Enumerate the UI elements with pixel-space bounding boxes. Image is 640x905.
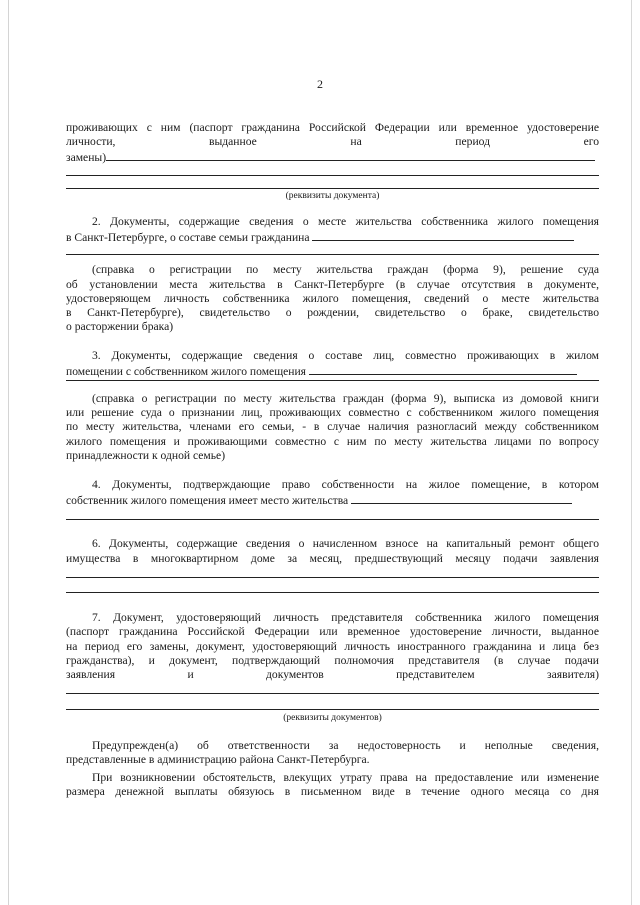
blank-line — [309, 363, 577, 375]
p3-line-2 — [66, 363, 577, 379]
blank-line — [66, 592, 599, 593]
warn-line-4: размера денежной выплаты обязуюсь в письменном виде в течение одного месяца со дня — [66, 785, 599, 798]
p1-word: период — [455, 135, 491, 148]
p7-line-5 — [66, 668, 599, 682]
p6-line-2: имущества в многоквартирном доме за месяц, предшествующий месяцу подачи заявления — [66, 552, 599, 565]
blank-line — [66, 709, 599, 710]
warn-line-2: представленные в администрацию района Санкт-Петербурга. — [66, 753, 370, 766]
p3-note-3: по месту жительства, членами его семьи, - в случае наличия разногласий между собственником — [66, 420, 599, 433]
p7-word: документов — [266, 668, 324, 681]
p2-line-2 — [66, 229, 574, 245]
blank-line — [66, 380, 599, 381]
p7-line-3: на период его замены, документ, удостоверяющий личность иностранного гражданина и лица без — [66, 640, 599, 653]
blank-line — [66, 254, 599, 255]
p1-word: его — [583, 135, 599, 148]
blank-line — [66, 175, 599, 176]
p2-note-5: о расторжении брака) — [66, 320, 174, 333]
scan-edge-right — [631, 0, 632, 905]
p4-line-1: 4. Документы, подтверждающие право собственности на жилое помещение, в котором — [92, 478, 599, 491]
p3-note-2: или решение суда о признании лиц, проживающих совместно с собственником жилого помещения — [66, 406, 599, 419]
blank-line — [66, 693, 599, 694]
blank-line — [312, 229, 574, 241]
page-number: 2 — [317, 77, 323, 91]
p7-word: заявителя) — [547, 668, 599, 681]
p2-note-2: об установлении места жительства в Санкт-Петербурге (в случае отсутствия в документе, — [66, 278, 599, 291]
p2-line-2-text: в Санкт-Петербурге, о составе семьи гражданина — [66, 231, 310, 244]
p2-note-4: в Санкт-Петербурге), свидетельство о рождении, свидетельство о браке, свидетельство — [66, 306, 599, 319]
p1-line-1: проживающих с ним (паспорт гражданина Российской Федерации или временное удостоверение — [66, 121, 599, 134]
p7-word: заявления — [66, 668, 116, 681]
p1-line-2 — [66, 135, 599, 149]
scan-edge-left — [8, 0, 9, 905]
blank-line — [66, 519, 599, 520]
p7-line-1: 7. Документ, удостоверяющий личность представителя собственника жилого помещения — [92, 611, 599, 624]
blank-line — [66, 577, 599, 578]
p2-note-1: (справка о регистрации по месту жительства граждан (форма 9), решение суда — [92, 263, 599, 276]
p2-line-1: 2. Документы, содержащие сведения о месте жительства собственника жилого помещения — [92, 215, 599, 228]
p7-line-4: гражданства), и документ, подтверждающий полномочия представителя (в случае подачи — [66, 654, 599, 667]
warn-line-1: Предупрежден(а) об ответственности за недостоверность и неполные сведения, — [92, 739, 599, 752]
p4-line-2-text: собственник жилого помещения имеет место жительства — [66, 494, 349, 507]
warn-line-3: При возникновении обстоятельств, влекущих утрату права на предоставление или изменение — [92, 771, 599, 784]
p1-line-3-text: замены) — [66, 151, 107, 164]
p3-line-1: 3. Документы, содержащие сведения о составе лиц, совместно проживающих в жилом — [92, 349, 599, 362]
p2-note-3: удостоверяющем личность собственника жилого помещения, сведений о месте жительства — [66, 292, 599, 305]
p1-word: выданное — [209, 135, 257, 148]
p1-word: личности, — [66, 135, 116, 148]
p3-note-1: (справка о регистрации по месту жительства граждан (форма 9), выписка из домовой книги — [92, 392, 599, 405]
p4-line-2 — [66, 492, 572, 508]
p3-note-5: принадлежности к одной семье) — [66, 449, 226, 462]
blank-line — [106, 149, 595, 161]
p7-word: представителем — [396, 668, 475, 681]
p1-caption: (реквизиты документа) — [285, 191, 380, 201]
blank-line — [351, 492, 572, 504]
p7-line-2: (паспорт гражданина Российской Федерации или временное удостоверение личности, выданное — [66, 625, 599, 638]
p3-line-2-text: помещении с собственником жилого помещения — [66, 365, 307, 378]
p1-word: на — [350, 135, 362, 148]
p7-caption: (реквизиты документов) — [283, 713, 382, 723]
p3-note-4: жилого помещения и проживающими совместно с ним по месту жительства лицами по вопросу — [66, 435, 599, 448]
p7-word: и — [187, 668, 194, 681]
p6-line-1: 6. Документы, содержащие сведения о начисленном взносе на капитальный ремонт общего — [92, 537, 599, 550]
p1-line-3 — [66, 149, 595, 165]
